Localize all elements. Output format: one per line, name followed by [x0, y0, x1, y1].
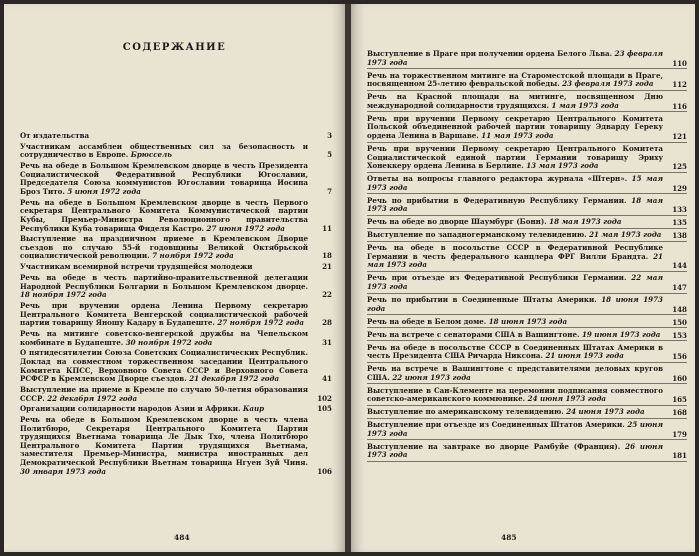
toc-entry-date: 27 ноября 1972 года	[217, 318, 304, 328]
toc-entry	[20, 386, 332, 403]
toc-entry-title: Речь при вручении Первому секретарю Центрального Комитета Польской объединенной рабочей партии товарищу Эдварду Гереку ордена Ленина в Варшаве.	[367, 113, 663, 140]
toc-entry-date: 18 ноября 1972 года	[20, 290, 107, 300]
toc-entry-date: 24 июня 1973 года	[527, 394, 606, 404]
toc-entry-date: 15 мая 1973 года	[367, 174, 664, 192]
toc-entry-date: 23 февраля 1973 года	[562, 79, 654, 89]
page-number-right: 485	[501, 533, 517, 542]
toc-entry-title: Речь на встрече в Вашингтоне с представителями деловых кругов США.	[367, 364, 663, 382]
toc-entry-page: 3	[327, 131, 332, 140]
toc-entry-page: 147	[672, 282, 687, 292]
toc-entry-date: 22 мая 1973 года	[367, 273, 663, 291]
toc-entry	[367, 218, 687, 229]
toc-entry-title: Организации солидарности народов Азии и Африки.	[20, 404, 241, 414]
toc-entry-title: Речь на обеде в Большом Кремлевском дворце в честь члена Политбюро, Секретаря Центрального Комитета Партии трудящихся Вьетнама товарища Ле Дык Тхо, члена Политбюро Центрального Комитета Партии трудящихся Вьетнама, заместителя Премьер-Министра, министра иностранных дел Демократической Республики Вьетнам товарища Нгуен Зуй Чиня.	[20, 415, 308, 468]
contents-heading: СОДЕРЖАНИЕ	[122, 42, 227, 53]
toc-entry	[367, 421, 687, 440]
toc-entry-date: Брюссель	[130, 150, 172, 160]
toc-entry-page: 129	[672, 183, 687, 193]
toc-entry	[20, 143, 332, 160]
toc-entry-title: Речь на обеде в честь партийно-правительственной делегации Народной Республики Болгарии в Большом Кремлевском дворце.	[20, 273, 308, 291]
toc-entry	[367, 145, 687, 173]
toc-entry-title: Речь на Красной площади на митинге, посвященном Дню международной солидарности трудящихся.	[367, 92, 663, 110]
toc-entry-date: 23 февраля 1973 года	[367, 49, 663, 67]
toc-entry	[20, 405, 332, 414]
toc-entry-page: 11	[322, 223, 332, 233]
toc-entry-title: Выступление при отъезде из Соединенных Штатов Америки.	[367, 420, 625, 430]
toc-entry-page: 135	[672, 218, 687, 228]
toc-entry-date: 11 мая 1973 года	[481, 130, 554, 140]
toc-entry-page: 102	[317, 393, 332, 403]
toc-entry	[367, 387, 687, 406]
toc-entry-page: 31	[322, 337, 332, 347]
toc-entry-title: Речь на торжественном митинге на Староместской площади в Праге, посвященном 25-летию февральской победы.	[367, 70, 663, 89]
toc-entry-title: Речь на встрече с сенаторами США в Вашингтоне.	[367, 329, 580, 339]
toc-entry-title: Ответы на вопросы главного редактора журнала «Штерн».	[367, 174, 628, 184]
left-page	[4, 4, 345, 552]
toc-entry-title: Речь на обеде в посольстве СССР в Соединенных Штатах Америки в честь Президента США Ричарда Никсона.	[367, 342, 663, 361]
toc-entry-title: Выступление на приеме в Кремле по случаю 50-летия образования СССР.	[20, 384, 308, 403]
toc-entry-date: 24 июня 1973 года	[566, 407, 645, 417]
toc-entry-page: 41	[322, 374, 332, 384]
toc-entry	[20, 416, 332, 476]
toc-entry-page: 153	[672, 330, 687, 340]
toc-entry	[367, 115, 687, 143]
toc-entry	[367, 365, 687, 384]
toc-entry-page: 150	[672, 317, 687, 327]
toc-entry-title: Выступление в Праге при получении ордена Белого Льва.	[367, 49, 613, 58]
toc-entry	[367, 408, 687, 419]
toc-entry	[367, 50, 687, 69]
toc-entry	[367, 443, 687, 462]
toc-entry-title: Выступление в Сан-Клементе на церемонии подписания совместного советско-американского коммюнике.	[367, 385, 663, 404]
toc-entry-title: Речь на обеде во дворце Шаумбург (Бонн).	[367, 217, 547, 227]
toc-entry-title: Выступление на завтраке во дворце Рамбуйе (Франция).	[367, 441, 621, 451]
toc-entry-page: 179	[672, 429, 687, 439]
toc-entry-date: 7 ноября 1972 года	[152, 251, 234, 261]
toc-entry-page: 156	[672, 352, 687, 362]
toc-entry-title: Речь на митинге советско-венгерской дружбы на Чепельском комбинате в Будапеште.	[20, 328, 308, 347]
toc-entry-date: 5 июня 1972 года	[67, 186, 141, 196]
toc-entry-page: 22	[322, 290, 332, 300]
toc-entry-date: 30 ноября 1972 года	[125, 337, 213, 347]
toc-entry	[20, 274, 332, 300]
toc-entry	[367, 344, 687, 363]
toc-entry	[367, 274, 687, 293]
toc-entry-date: 22 декабря 1972 года	[47, 393, 138, 403]
toc-entry	[20, 132, 332, 141]
toc-entry-title: О пятидесятилетии Союза Советских Социалистических Республик. Доклад на совместном торжественном заседании Центрального Комитета КПСС, Верховного Совета СССР и Верховного Совета РСФСР в Кремлевском Дворце съездов.	[20, 348, 308, 384]
toc-entry	[20, 263, 332, 272]
toc-entry-date: 27 июня 1972 года	[206, 223, 285, 233]
toc-entry-page: 121	[672, 131, 687, 141]
toc-entry-date: 18 мая 1973 года	[367, 195, 663, 214]
toc-entry-title: Речь по прибытии в Соединенные Штаты Америки.	[367, 294, 597, 304]
right-page	[351, 4, 695, 552]
toc-entry-page: 168	[672, 408, 687, 418]
toc-entry-page: 21	[322, 262, 332, 272]
toc-entry-page: 160	[672, 373, 687, 383]
toc-entry-page: 116	[672, 101, 687, 111]
toc-entry	[20, 162, 332, 196]
toc-entry-date: 18 июня 1973 года	[488, 316, 568, 326]
toc-entry-date: 13 мая 1973 года	[526, 161, 599, 171]
toc-entry	[20, 235, 332, 261]
toc-entry	[367, 318, 687, 329]
toc-entry-date: 22 июня 1973 года	[392, 372, 471, 382]
toc-entry-title: Речь на обеде в Большом Кремлевском дворце в честь Президента Социалистической Федеративной Республики Югославии, Председателя Союза коммунистов Югославии товарища Иосипа Броз Тито.	[20, 161, 308, 196]
toc-entry-title: Выступление по американскому телевидению.	[367, 407, 564, 417]
toc-entry	[20, 302, 332, 328]
toc-entry-page: 133	[672, 205, 687, 215]
toc-entry-title: Выступление по западногерманскому телевидению.	[367, 230, 587, 240]
toc-entry-title: Речь на обеде в Белом доме.	[367, 316, 487, 326]
toc-entry-date: 21 мая 1973 года	[589, 230, 662, 240]
toc-entry-page: 112	[672, 80, 687, 90]
toc-entry-page: 105	[317, 404, 332, 414]
toc-entry-page: 18	[322, 251, 332, 261]
toc-entry-date: 1 мая 1973 года	[551, 100, 619, 110]
toc-entry-page: 148	[672, 304, 687, 314]
toc-entry-page: 138	[672, 231, 687, 241]
page-number-left: 484	[174, 533, 190, 542]
toc-entry-title: Речь на обеде в Большом Кремлевском дворце в честь Первого секретаря Центрального Комитета Коммунистической партии Кубы, Премьер-Министра Революционного правительства Республики Куба товарища Фиделя Кастро.	[20, 197, 308, 233]
toc-entry-date: 18 июня 1973 года	[367, 294, 663, 313]
toc-entry-date: 21 июня 1973 года	[545, 351, 624, 361]
toc-entry-page: 5	[327, 150, 332, 160]
toc-entry-title: Речь по прибытии в Федеративную Республику Германии.	[367, 195, 627, 205]
toc-entry	[367, 231, 687, 242]
toc-entry	[367, 72, 687, 91]
toc-entry	[367, 296, 687, 315]
toc-entry-page: 165	[672, 395, 687, 405]
toc-entry-page: 28	[322, 318, 332, 328]
toc-entry-page: 7	[327, 186, 332, 196]
toc-entry	[367, 197, 687, 216]
toc-entry	[367, 244, 687, 272]
toc-entry-page: 110	[672, 58, 687, 68]
toc-entry-page: 106	[317, 466, 332, 476]
toc-entry-date: 18 мая 1973 года	[549, 217, 622, 227]
toc-list-right	[367, 50, 687, 464]
toc-entry-title: Выступление на праздничном приеме в Кремлевском Дворце съездов по случаю 55-й годовщины Великой Октябрьской социалистической революции.	[20, 234, 308, 261]
toc-list-left	[20, 132, 332, 478]
toc-entry-date: 21 мая 1973 года	[367, 251, 663, 270]
toc-entry-title: Речь на обеде в посольстве СССР в Федеративной Республике Германии в честь федерального канцлера ФРГ Вилли Брандта.	[367, 243, 663, 261]
toc-entry-date: 19 июня 1973 года	[581, 329, 661, 339]
toc-entry-title: Речь при отъезде из Федеративной Республики Германии.	[367, 273, 627, 283]
toc-entry	[20, 349, 332, 383]
toc-entry-title: Речь при вручении ордена Ленина Первому секретарю Центрального Комитета Венгерской социалистической рабочей партии товарищу Яношу Кадару в Будапеште.	[20, 301, 308, 328]
toc-entry-date: 25 июня 1973 года	[367, 420, 663, 438]
toc-entry-title: От издательства	[20, 131, 90, 140]
toc-entry-title: Участникам ассамблеи общественных сил за безопасность и сотрудничество в Европе.	[20, 141, 308, 160]
toc-entry	[367, 93, 687, 112]
toc-entry	[20, 199, 332, 233]
toc-entry	[367, 175, 687, 194]
toc-entry	[367, 331, 687, 342]
toc-entry-date: Каир	[242, 404, 265, 414]
toc-entry-date: 21 декабря 1972 года	[189, 374, 280, 384]
toc-entry-date: 26 июня 1973 года	[367, 441, 663, 460]
toc-entry-date: 30 января 1973 года	[20, 466, 106, 476]
toc-entry-title: Участникам всемирной встречи трудящейся молодежи	[20, 262, 253, 272]
toc-entry-page: 125	[672, 162, 687, 172]
toc-entry-page: 181	[672, 451, 687, 461]
toc-entry	[20, 330, 332, 347]
toc-entry-page: 144	[672, 261, 687, 271]
toc-entry-title: Речь при вручении Первому секретарю Центрального Комитета Социалистической единой партии Германии товарищу Эриху Хонеккеру ордена Ленина в Берлине.	[367, 143, 663, 171]
